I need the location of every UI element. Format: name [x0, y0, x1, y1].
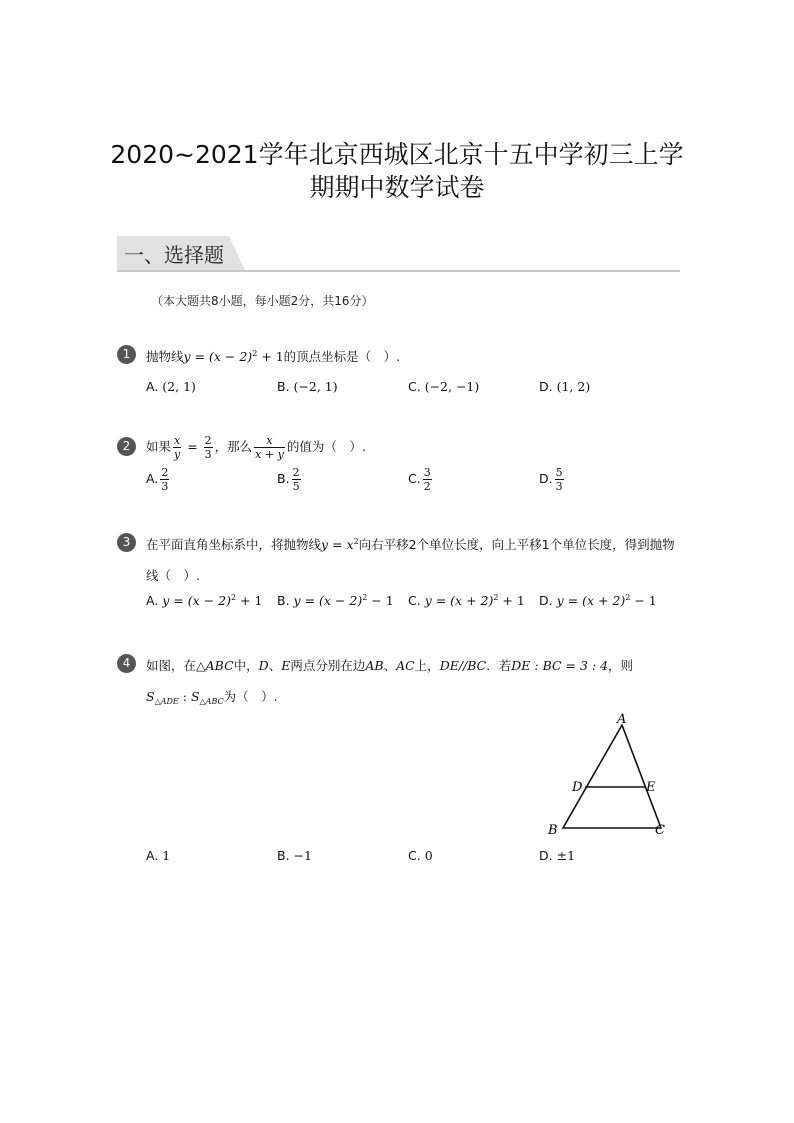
question-stem-line-2 — [146, 687, 278, 706]
section-header — [117, 236, 680, 272]
stem-text: ，那么 — [214, 439, 253, 454]
question-stem — [146, 656, 633, 674]
option-d[interactable] — [539, 848, 575, 863]
option-label: A. — [146, 593, 159, 609]
vertex-label-b: B — [548, 823, 558, 838]
math-expr: y = (x − 2) — [183, 349, 253, 364]
option-a[interactable] — [146, 848, 170, 863]
stem-text: 如图，在△ — [146, 658, 206, 673]
option-label: D. — [539, 593, 553, 609]
option-b[interactable] — [277, 466, 303, 493]
option-c[interactable] — [408, 466, 434, 493]
option-label: D. — [539, 848, 553, 863]
option-value: ±1 — [556, 848, 576, 863]
fraction — [254, 434, 285, 461]
fraction-numerator: 2 — [204, 434, 212, 447]
math-expr: + 1 — [257, 349, 284, 364]
math-symbol: D — [258, 658, 269, 673]
option-a[interactable] — [146, 593, 262, 608]
question-number-badge: 3 — [117, 533, 136, 552]
fraction — [173, 434, 181, 461]
fraction — [423, 466, 432, 493]
fraction-denominator: 3 — [161, 480, 169, 493]
option-value: − 1 — [630, 593, 657, 609]
stem-text: 为（ ）. — [223, 689, 278, 704]
option-d[interactable] — [539, 379, 590, 394]
option-value: (1, 2) — [556, 379, 591, 394]
triangle-figure — [542, 709, 692, 844]
option-a[interactable] — [146, 379, 196, 394]
math-symbol: : — [178, 689, 191, 704]
stem-text: ．若 — [486, 658, 512, 673]
question-stem-line-2: 线（ ）. — [146, 568, 200, 583]
stem-text: 抛物线 — [146, 349, 184, 364]
option-label: B. — [277, 379, 290, 394]
stem-text: 两点分别在边 — [290, 658, 366, 673]
stem-text: ，则 — [608, 658, 634, 673]
option-label: A. — [146, 848, 159, 863]
question-number-badge: 2 — [117, 437, 136, 456]
option-label: B. — [277, 471, 290, 486]
math-symbol: AB — [365, 658, 384, 673]
option-value: 1 — [162, 848, 171, 863]
option-c[interactable] — [408, 593, 525, 608]
math-exponent: 2 — [353, 536, 359, 546]
option-value: (2, 1) — [162, 379, 196, 394]
fraction-denominator: 3 — [555, 480, 563, 493]
option-label: B. — [277, 593, 290, 609]
math-expr: y = x — [321, 537, 354, 552]
option-value: + 1 — [236, 593, 263, 609]
fraction — [204, 434, 213, 461]
stem-text: 、 — [268, 658, 282, 673]
option-label: C. — [408, 379, 421, 394]
option-label: D. — [539, 379, 553, 394]
stem-text: 如果 — [146, 439, 172, 454]
option-label: A. — [146, 379, 159, 394]
math-exponent: 2 — [493, 593, 499, 602]
option-b[interactable] — [277, 848, 312, 863]
option-value: y = (x − 2) — [293, 593, 363, 609]
fraction-numerator: x — [254, 434, 285, 448]
math-symbol: AC — [396, 658, 415, 673]
fraction — [555, 466, 564, 493]
stem-text: 向右平移2个单位长度，向上平移1个单位长度，得到抛物 — [358, 537, 675, 552]
point-label-e: E — [646, 780, 656, 795]
stem-text: 的顶点坐标是（ ）. — [283, 349, 401, 364]
math-exponent: 2 — [230, 593, 237, 602]
option-c[interactable] — [408, 848, 433, 863]
option-label: C. — [408, 471, 421, 486]
fraction-numerator: 2 — [292, 466, 300, 479]
math-symbol: DE//BC — [439, 658, 487, 673]
fraction — [160, 466, 169, 493]
vertex-label-c: C — [655, 823, 665, 838]
option-label: C. — [408, 848, 421, 863]
stem-text: 中， — [233, 658, 259, 673]
math-symbol: S — [190, 689, 200, 704]
option-value: − 1 — [367, 593, 394, 609]
triangle-abc — [563, 725, 661, 828]
math-eq: = — [183, 439, 202, 454]
question-stem — [146, 535, 675, 553]
exam-title-line-2: 期期中数学试卷 — [309, 173, 485, 202]
fraction — [292, 466, 301, 493]
option-value: y = (x + 2) — [556, 593, 626, 609]
math-symbol: ABC — [205, 658, 234, 673]
stem-text: 在平面直角坐标系中，将抛物线 — [146, 537, 322, 552]
option-label: B. — [277, 848, 290, 863]
option-label: C. — [408, 593, 421, 609]
fraction-denominator: 2 — [423, 480, 431, 493]
fraction-denominator: 3 — [204, 448, 212, 461]
option-d[interactable] — [539, 466, 566, 493]
option-label: A. — [146, 471, 159, 486]
stem-text: 上， — [414, 658, 440, 673]
exam-title-line-1: 2020~2021学年北京西城区北京十五中学初三上学 — [110, 140, 684, 169]
option-b[interactable] — [277, 593, 394, 608]
point-label-d: D — [572, 780, 583, 795]
section-note: （本大题共8小题，每小题2分，共16分） — [151, 294, 374, 308]
stem-text: 的值为（ ）. — [286, 439, 366, 454]
fraction-numerator: x — [174, 434, 181, 447]
option-value: y = (x − 2) — [162, 593, 231, 609]
math-symbol: S — [146, 689, 155, 704]
option-value: (−2, 1) — [293, 379, 338, 394]
fraction-denominator: x + y — [255, 448, 284, 461]
question-number-badge: 1 — [117, 345, 136, 364]
option-value: −1 — [293, 848, 312, 863]
stem-text: 、 — [383, 658, 397, 673]
math-subscript: △ABC — [199, 697, 224, 706]
fraction-numerator: 3 — [423, 466, 431, 479]
fraction-numerator: 5 — [555, 466, 563, 479]
math-symbol: E — [281, 658, 291, 673]
option-d[interactable] — [539, 593, 657, 608]
fraction-denominator: y — [174, 448, 181, 461]
math-subscript: △ADE — [154, 697, 179, 706]
option-c[interactable] — [408, 379, 479, 394]
option-a[interactable] — [146, 466, 171, 493]
fraction-numerator: 2 — [161, 466, 169, 479]
question-number-badge: 4 — [117, 654, 136, 673]
option-value: y = (x + 2) — [424, 593, 494, 609]
option-label: D. — [539, 471, 553, 486]
option-value: + 1 — [498, 593, 525, 609]
option-value: (−2, −1) — [424, 379, 480, 394]
section-title: 一、选择题 — [124, 243, 224, 267]
math-exponent: 2 — [252, 348, 258, 358]
math-expr: DE : BC = 3 : 4 — [511, 658, 609, 673]
math-exponent: 2 — [625, 593, 631, 602]
fraction-denominator: 5 — [292, 480, 300, 493]
question-stem — [146, 347, 400, 365]
math-exponent: 2 — [362, 593, 368, 602]
question-stem — [146, 434, 366, 461]
exam-title — [0, 138, 794, 204]
option-value: 0 — [424, 848, 433, 863]
vertex-label-a: A — [617, 712, 627, 727]
option-b[interactable] — [277, 379, 338, 394]
